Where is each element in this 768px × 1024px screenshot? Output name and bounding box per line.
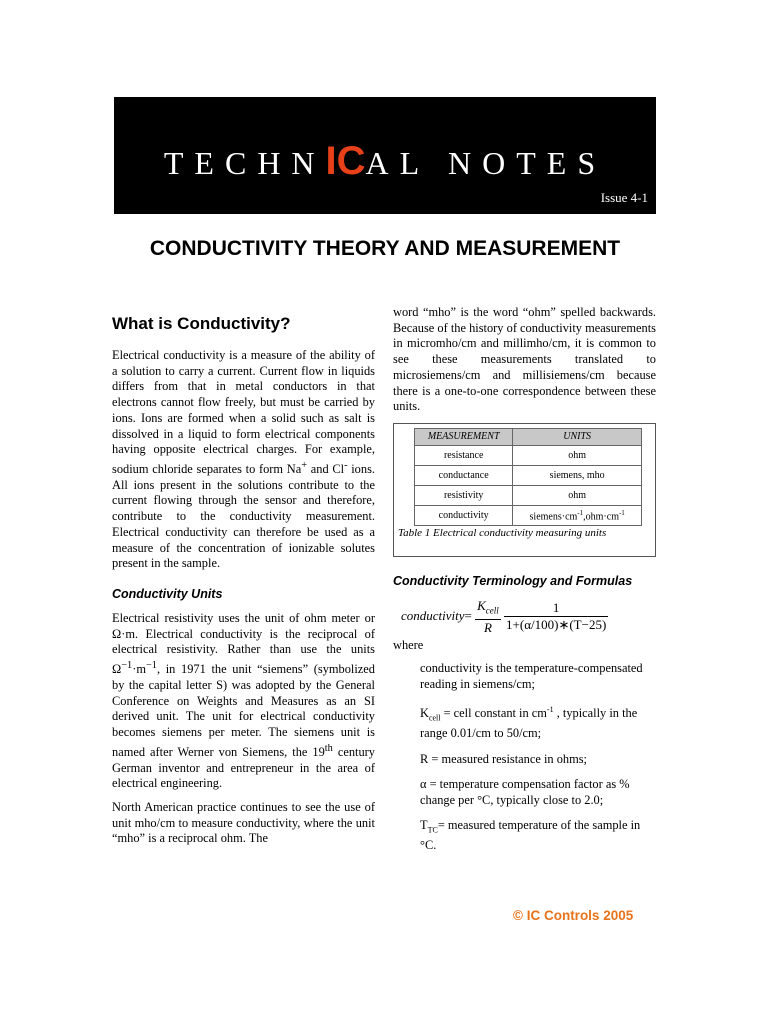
table-row <box>415 445 642 465</box>
table-cell: $siemens\cdot cm^{-1},ohm\cdot cm^{-1}$ <box>513 505 642 525</box>
table-row <box>415 465 642 485</box>
conductivity-formula <box>401 598 656 638</box>
units-table <box>414 428 642 526</box>
paragraph-mho-continued: word “mho” is the word “ohm” spelled backwards. Because of the history of conductivity measurements in micromho/cm and millimho/cm, it is common to see these measurements translated to microsiemens/cm and millisiemens/cm because there is a one-to-one correspondence between these units. <box>393 305 656 414</box>
banner-title-pre: TECHN <box>163 145 326 181</box>
table-cell: ohm <box>513 485 642 505</box>
table-cell: resistivity <box>415 485 513 505</box>
definitions-list <box>420 661 656 854</box>
header-banner <box>114 97 656 214</box>
where-label: where <box>393 637 424 652</box>
table-cell: conductance <box>415 465 513 485</box>
table-cell: resistance <box>415 445 513 465</box>
table-row <box>415 485 642 505</box>
issue-number: Issue 4-1 <box>600 190 648 205</box>
paragraph-what-is-conductivity: Electrical conductivity is a measure of the ability of a solution to carry a current. Current flow in liquids differs from that in metal conductors in that electrons cannot flow freely, but must be carried by ions. Ions are formed when a solid such as salt is dissolved in a liquid to form electrical components having opposite electrical charges. For example, sodium chloride separates to form Na+ and Cl- ions. All ions present in the solutions contribute to the current flowing through the sensor and therefore, contribute to the conductivity measurement. Electrical conductivity can therefore be used as a measure of the concentration of ionizable solutes present in the sample. <box>112 348 375 571</box>
definition-alpha: α = temperature compensation factor as % change per °C, typically close to 2.0; <box>420 777 630 807</box>
table-row <box>415 505 642 525</box>
left-column <box>112 313 375 855</box>
document-title: CONDUCTIVITY THEORY AND MEASUREMENT <box>149 237 621 260</box>
units-table-box <box>393 423 656 557</box>
table-caption: Table 1 Electrical conductivity measuring units <box>398 526 607 539</box>
table-cell: siemens, mho <box>513 465 642 485</box>
formula-lhs: conductivity <box>401 607 465 623</box>
paragraph-north-american-practice: North American practice continues to see the use of unit mho/cm to measure conductivity, where the unit “mho” is a reciprocal ohm. The <box>112 799 375 846</box>
table-header-row <box>415 428 642 445</box>
definition-r: R = measured resistance in ohms; <box>420 751 587 766</box>
definition-conductivity: conductivity is the temperature-compensated reading in siemens/cm; <box>420 661 643 691</box>
table-cell: ohm <box>513 445 642 465</box>
section-heading-conductivity-units: Conductivity Units <box>112 586 223 601</box>
paragraph-conductivity-units: Electrical resistivity uses the unit of ohm meter or Ω·m. Electrical conductivity is the reciprocal of electrical resistivity. Rather than use the units $\Omega^{-1}\cdot m^{-1}$, in 1971 the unit “siemens” (symbolized by the capital letter S) was adopted by the General Conference on Weights and Measures as an SI derived unit. The unit for electrical conductivity becomes siemens per meter. The siemens unit is named after Werner von Siemens, the 19th century German inventor and entrepreneur in the area of electrical engineering. <box>112 610 375 791</box>
definition-kcell: $K_{cell}$ = cell constant in $cm^{-1}$ , typically in the range 0.01/cm to 50/cm; <box>420 705 638 741</box>
formula-fraction-k-over-r: $\frac{K_{cell}}{R}$ <box>477 597 499 635</box>
table-header-measurement: MEASUREMENT <box>415 428 513 445</box>
formula-equals: = <box>464 607 472 623</box>
banner-title-post: AL NOTES <box>365 145 607 181</box>
section-heading-terminology: Conductivity Terminology and Formulas <box>393 573 633 588</box>
table-cell: conductivity <box>415 505 513 525</box>
table-header-units: UNITS <box>513 428 642 445</box>
section-heading-what-is-conductivity: What is Conductivity? <box>112 314 291 333</box>
formula-fraction-compensation: $\frac{1}{1+(\alpha/100)∗(T-25)}$ <box>506 600 607 633</box>
banner-title-ic-logo: IC <box>325 139 366 183</box>
right-column <box>393 305 656 864</box>
definition-ttc: $T_{TC}=$ measured temperature of the sample in °C. <box>420 818 641 853</box>
banner-title <box>114 141 656 183</box>
copyright-notice: © IC Controls 2005 <box>513 908 634 923</box>
